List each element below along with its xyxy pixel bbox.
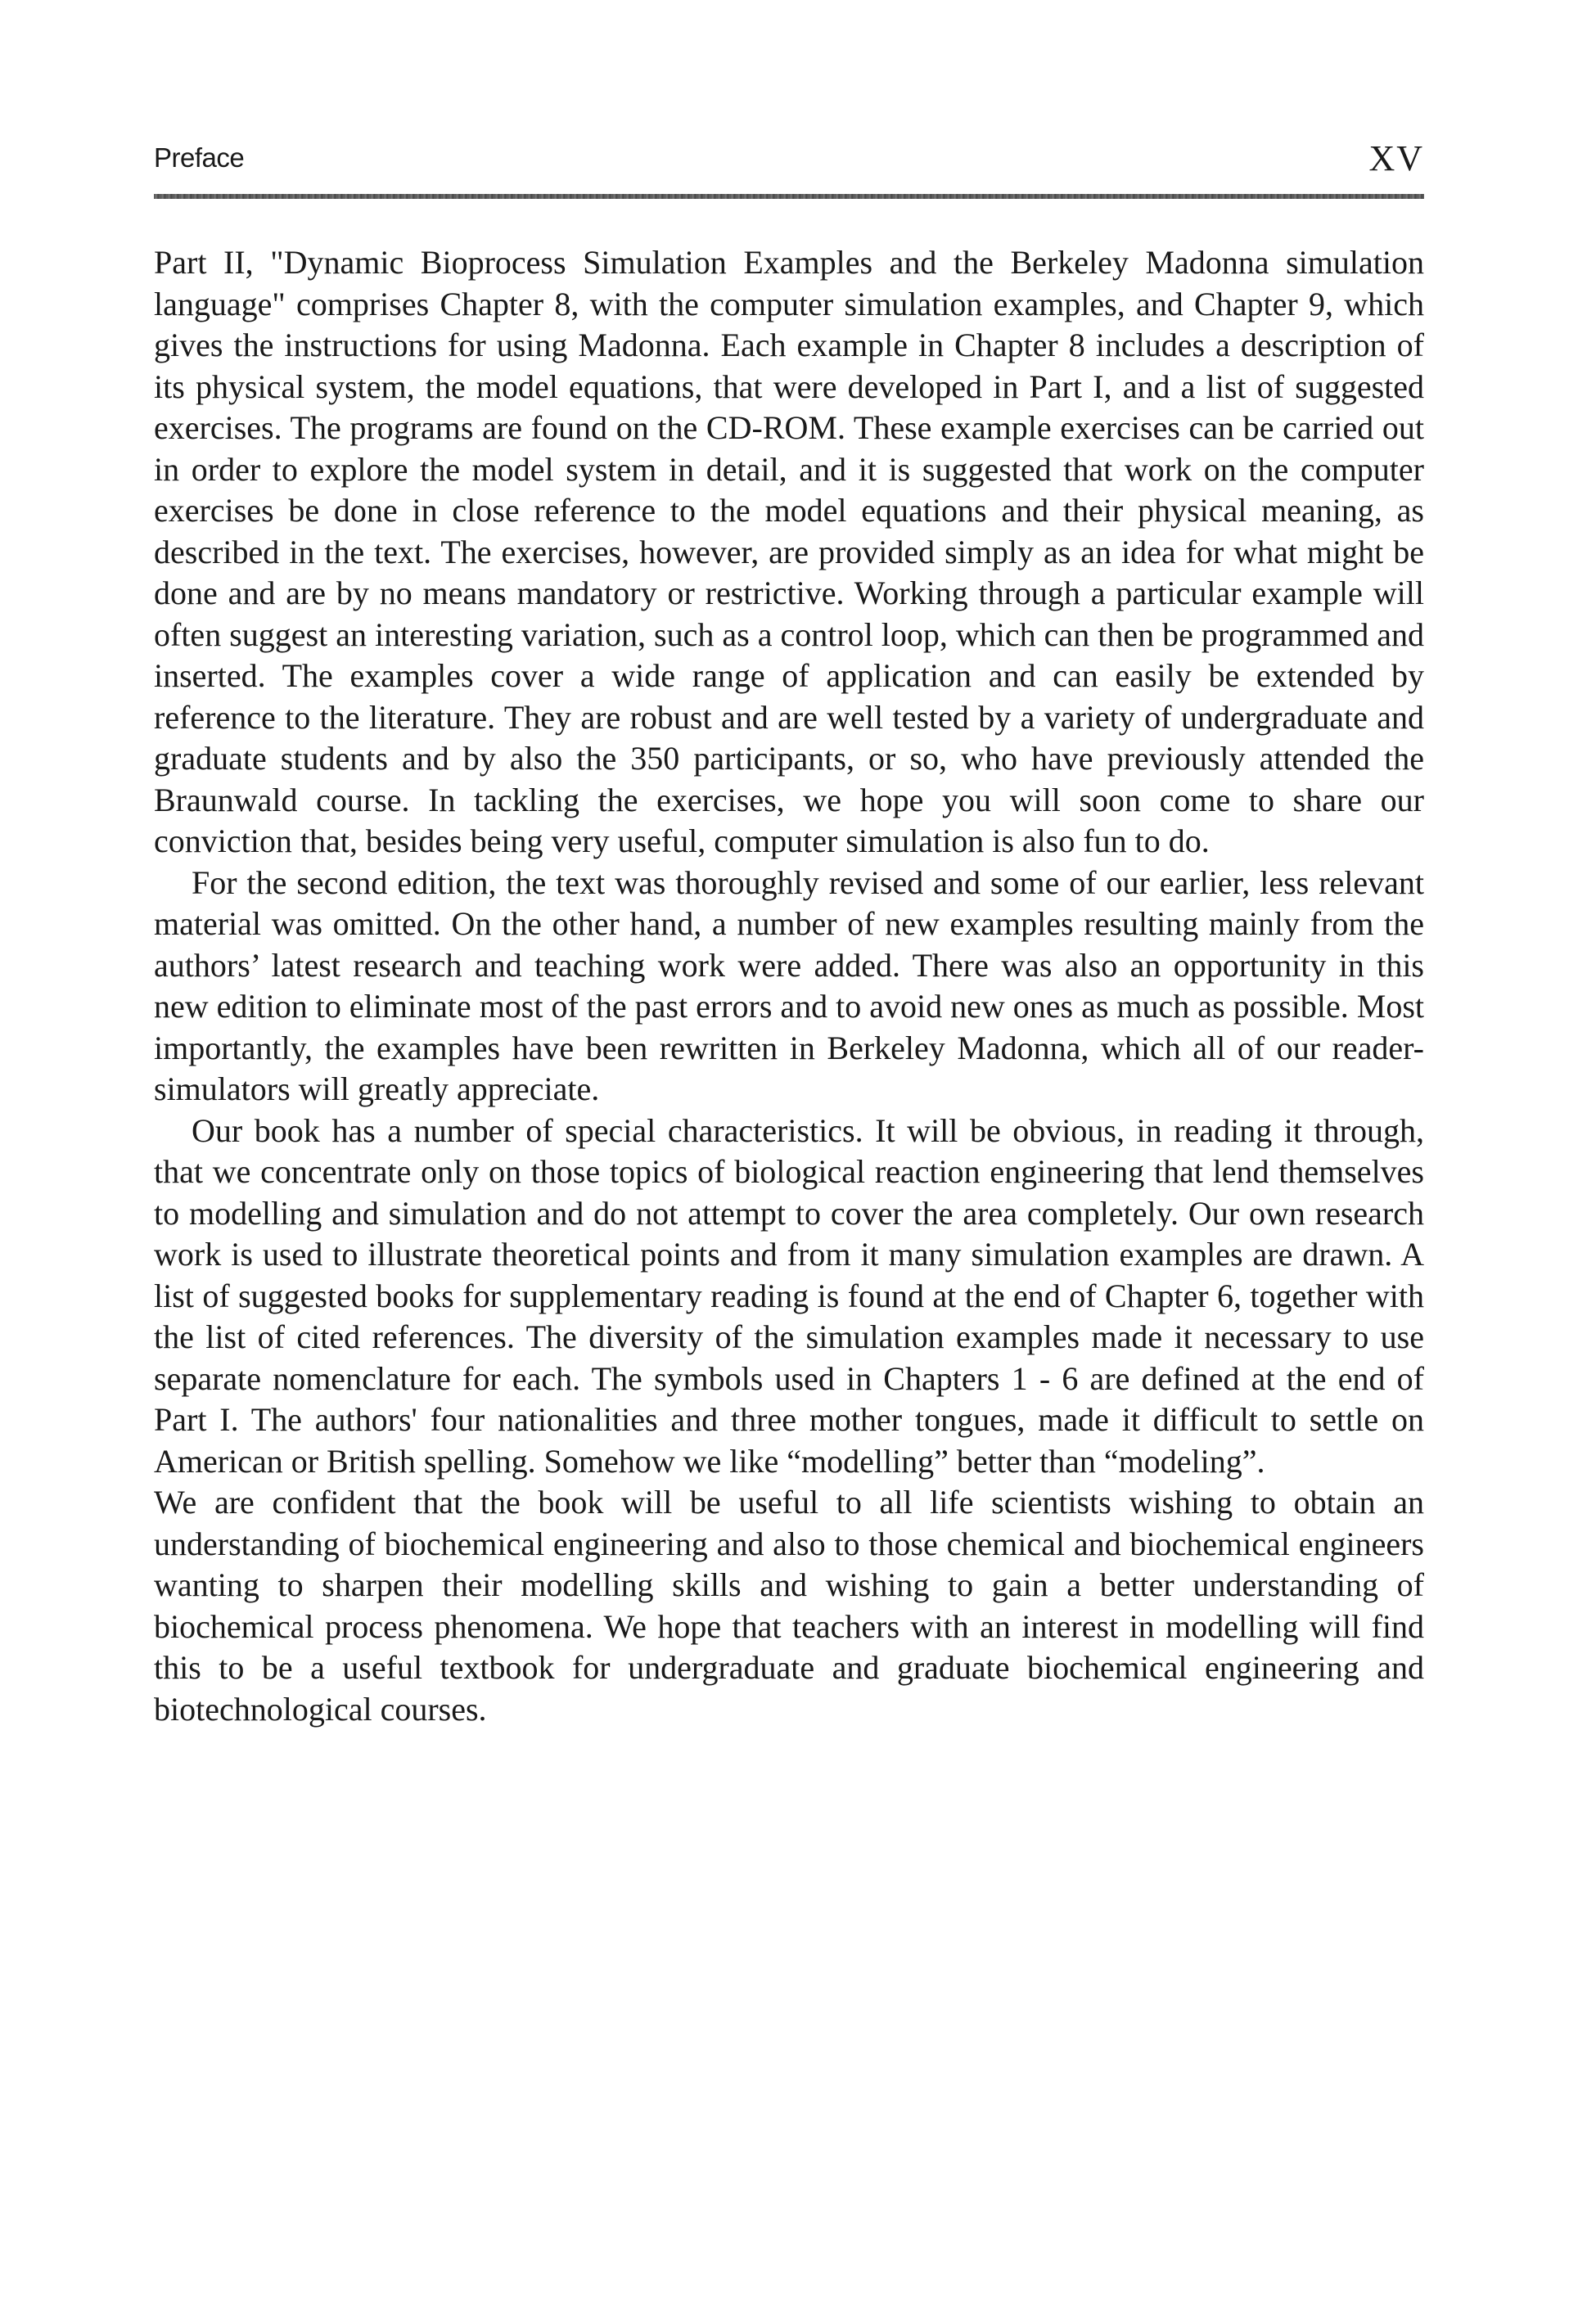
section-title: Preface	[154, 142, 245, 173]
paragraph-part-two: Part II, "Dynamic Bioprocess Simulation Examples and the Berkeley Madonna simulation language" comprises Chapter 8, with the computer simulation examples, and Chapter 9, which gives the instructions for using Madonna. Each example in Chapter 8 includes a description of its physical system, the model equations, that were developed in Part I, and a list of suggested exercises. The programs are found on the CD-ROM. These example exercises can be carried out in order to explore the model system in detail, and it is suggested that work on the computer exercises be done in close reference to the model equations and their physical meaning, as described in the text. The exercises, however, are provided simply as an idea for what might be done and are by no means mandatory or restrictive. Working through a particular example will often suggest an interesting variation, such as a control loop, which can then be programmed and inserted. The examples cover a wide range of application and can easily be extended by reference to the literature. They are robust and are well tested by a variety of undergraduate and graduate students and by also the 350 participants, or so, who have previously attended the Braunwald course. In tackling the exercises, we hope you will soon come to share our conviction that, besides being very useful, computer simulation is also fun to do.	[154, 244, 1424, 859]
body-text	[154, 242, 1424, 1730]
paragraph-audience: We are confident that the book will be useful to all life scientists wishing to obtain an understanding of biochemical engineering and also to those chemical and biochemical engineers wanting to sharpen their modelling skills and wishing to gain a better understanding of biochemical process phenomena. We hope that teachers with an interest in modelling will find this to be a useful textbook for undergraduate and graduate biochemical engineering and biotechnological courses.	[154, 1484, 1424, 1728]
running-head	[154, 137, 1424, 187]
header-rule	[154, 194, 1424, 199]
paragraph-characteristics: Our book has a number of special characteristics. It will be obvious, in reading it through, that we concentrate only on those topics of biological reaction engineering that lend themselves to modelling and simulation and do not attempt to cover the area completely. Our own research work is used to illustrate theoretical points and from it many simulation examples are drawn. A list of suggested books for supplementary reading is found at the end of Chapter 6, together with the list of cited references. The diversity of the simulation examples made it necessary to use separate nomenclature for each. The symbols used in Chapters 1 - 6 are defined at the end of Part I. The authors' four nationalities and three mother tongues, made it difficult to settle on American or British spelling. Somehow we like “modelling” better than “modeling”.	[154, 1111, 1424, 1480]
page-number: XV	[1368, 138, 1424, 178]
paragraph-second-edition: For the second edition, the text was thoroughly revised and some of our earlier, less relevant material was omitted. On the other hand, a number of new examples resulting mainly from the authors’ latest research and teaching work were added. There was also an opportunity in this new edition to eliminate most of the past errors and to avoid new ones as much as possible. Most importantly, the examples have been rewritten in Berkeley Madonna, which all of our reader-simulators will greatly appreciate.	[154, 863, 1424, 1107]
